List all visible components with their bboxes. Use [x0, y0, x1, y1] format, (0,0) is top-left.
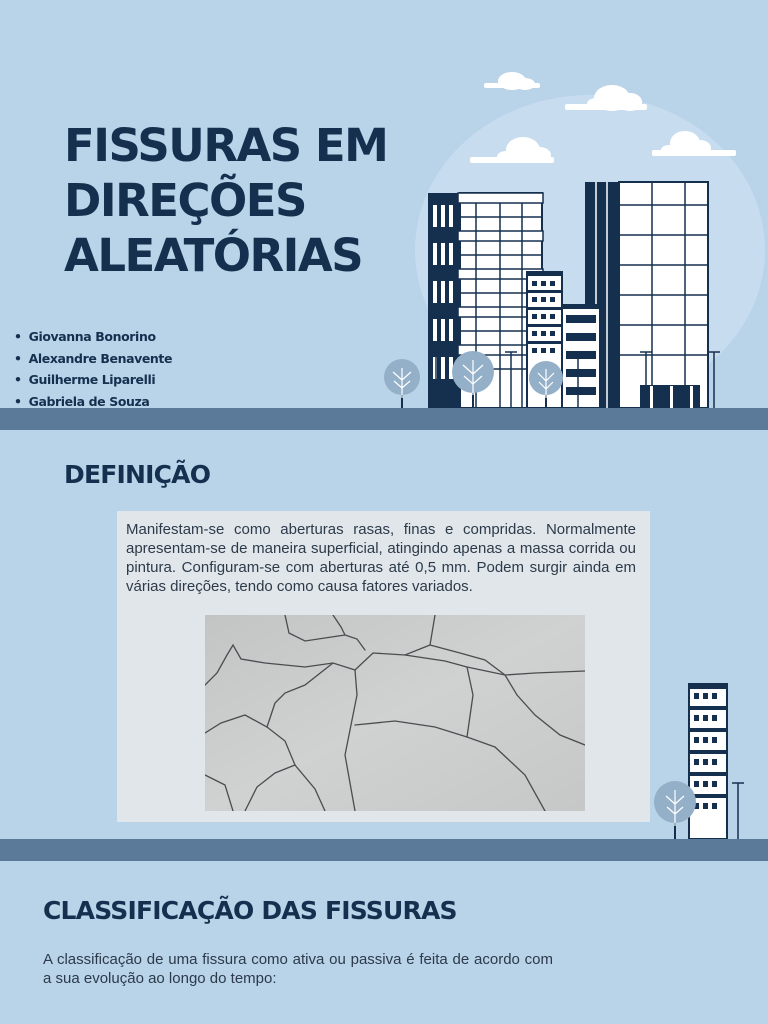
- author-item: • Alexandre Benavente: [14, 348, 172, 370]
- cloud-icon: [484, 72, 540, 90]
- city-illustration: [375, 60, 768, 410]
- divider-band: [0, 408, 768, 430]
- definition-heading: DEFINIÇÃO: [64, 460, 211, 489]
- tree-icon: [384, 359, 420, 408]
- classification-heading: CLASSIFICAÇÃO DAS FISSURAS: [43, 896, 457, 925]
- title-line-3: ALEATÓRIAS: [64, 229, 363, 282]
- street-lamp-icon: [732, 783, 744, 839]
- divider-band: [0, 839, 768, 861]
- title-line-1: FISSURAS EM: [64, 119, 388, 172]
- definition-box: [117, 511, 650, 822]
- author-item: • Giovanna Bonorino: [14, 326, 172, 348]
- author-list: [14, 326, 172, 412]
- author-item: • Gabriela de Souza: [14, 391, 172, 413]
- classification-text: A classificação de uma fissura como ativa ou passiva é feita de acordo com a sua evolução ao longo do tempo:: [43, 951, 553, 987]
- building-illustration: [650, 680, 750, 840]
- page-title: [64, 118, 424, 283]
- author-item: • Guilherme Liparelli: [14, 369, 172, 391]
- cracked-wall-image: [205, 615, 585, 811]
- definition-text: Manifestam-se como aberturas rasas, finas e compridas. Normalmente apresentam-se de maneira superficial, atingindo apenas a massa corrida ou pintura. Configuram-se com aberturas até 0,5 mm. Podem surgir ainda em várias direções, tendo como causa fatores variados.: [126, 521, 636, 595]
- title-line-2: DIREÇÕES: [64, 174, 306, 227]
